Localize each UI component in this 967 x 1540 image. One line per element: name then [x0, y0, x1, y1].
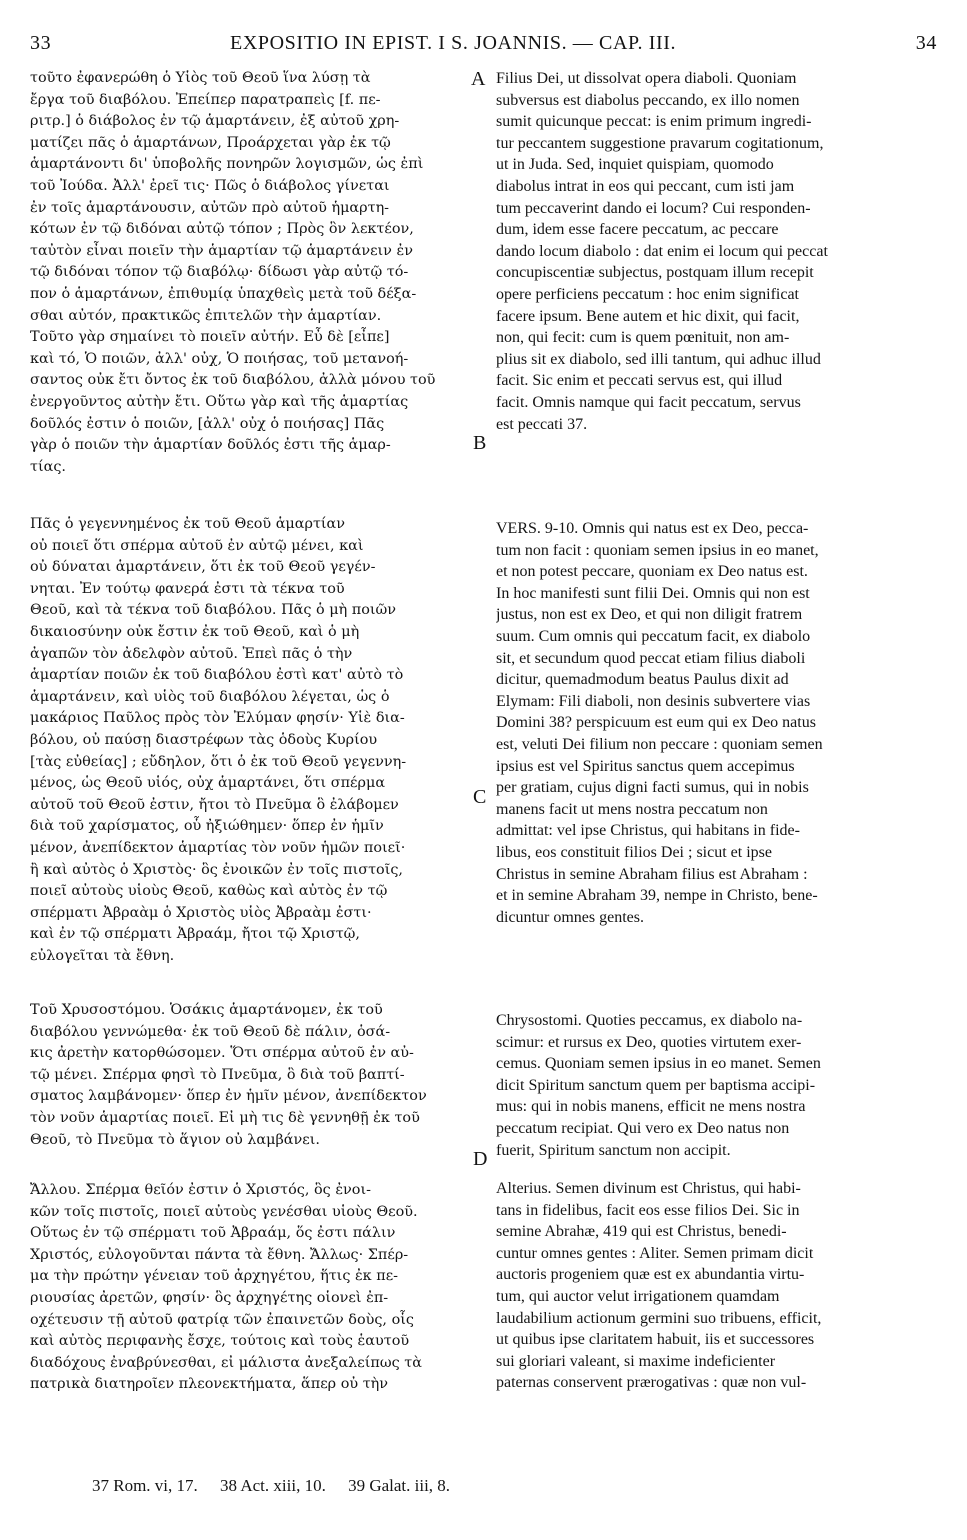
text-line: οὐ δύναται ἁμαρτάνειν, ὅτι ἐκ τοῦ Θεοῦ γεγέν-	[30, 559, 376, 576]
greek-paragraph-2	[30, 514, 466, 967]
text-line: ἁμαρτάνοντι δι' ὑποβολῆς πονηρῶν λογισμῶν, ὡς ἐπὶ	[30, 156, 424, 173]
footnote-38: 38 Act. xiii, 10.	[220, 1476, 326, 1495]
text-line: μένον, ἀνεπίδεκτον ἁμαρτίας τὸν νοῦν ἡμῶν ποιεῖ·	[30, 839, 406, 856]
text-line: facit. Sic enim et peccati servus est, qui illud	[496, 372, 783, 390]
text-line: facit. Omnis namque qui facit peccatum, servus	[496, 393, 801, 411]
text-line: mus: qui in nobis manens, efficit ne mens nostra	[496, 1098, 806, 1116]
footnote-37: 37 Rom. vi, 17.	[92, 1476, 198, 1495]
text-line: plius sit ex diabolo, sed illi tantum, qui adhuc illud	[496, 350, 821, 368]
text-line: concupiscentiæ subjectus, postquam illum recepit	[496, 264, 814, 282]
latin-paragraph-3	[496, 1010, 936, 1161]
text-line: tum non facit : quoniam semen ipsius in eo manet,	[496, 541, 819, 559]
text-line: sumit quicunque peccat: is enim primum ingredi-	[496, 113, 812, 131]
text-line: laudabilium actionum germini suo tribuens, efficit,	[496, 1309, 822, 1327]
margin-marker-b: B	[473, 432, 487, 454]
text-line: Filius Dei, ut dissolvat opera diaboli. Quoniam	[496, 70, 797, 87]
text-line: τὸν νοῦν ἁμαρτίας ποιεῖ. Εἰ μὴ τις δὲ γεννηθῇ ἐκ τοῦ	[30, 1109, 420, 1126]
text-line: admittat: vel ipse Christus, qui habitans in fide-	[496, 822, 800, 840]
text-line: est peccati 37.	[496, 415, 588, 433]
page-number-left: 33	[30, 32, 52, 54]
text-line: καὶ ἐν τῷ σπέρματι Ἀβραάμ, ἤτοι τῷ Χριστῷ,	[30, 926, 360, 943]
text-line: justus, non est ex Deo, et qui non diligit fratrem	[496, 606, 803, 624]
text-line: σπέρματι Ἀβραὰμ ὁ Χριστὸς υἱὸς Ἀβραὰμ ἐστι·	[30, 904, 372, 921]
text-line: πατρικὰ διατηροῖεν πλεονεκτήματα, ἅπερ οὐ τὴν	[30, 1376, 389, 1393]
margin-marker-d: D	[473, 1148, 488, 1170]
text-line: Θεοῦ, τὸ Πνεῦμα τὸ ἅγιον οὐ λαμβάνει.	[30, 1131, 320, 1148]
text-line: Alterius. Semen divinum est Christus, qui habi-	[496, 1180, 801, 1197]
text-line: Τοῦ Χρυσοστόμου. Ὁσάκις ἁμαρτάνομεν, ἐκ τοῦ	[30, 1002, 383, 1018]
text-line: πον ὁ ἁμαρτάνων, ἐπιθυμίᾳ ὑπαχθεὶς μετὰ τοῦ δέξα-	[30, 285, 417, 302]
text-line: τοῦ Ἰούδα. Ἀλλ' ἐρεῖ τις· Πῶς ὁ διάβολος γίνεται	[30, 177, 390, 194]
text-line: δοῦλός ἐστιν ὁ ποιῶν, [ἀλλ' οὐχ ὁ ποιήσας] Πᾶς	[30, 415, 385, 432]
text-line: μένος, ὡς Θεοῦ υἱός, οὐχ ἁμαρτάνει, ὅτι σπέρμα	[30, 775, 386, 792]
text-line: ἁμαρτίαν ποιῶν ἐκ τοῦ διαβόλου ἐστὶ κατ' αὐτὸ τὸ	[30, 667, 404, 684]
latin-paragraph-4	[496, 1178, 936, 1394]
text-line: ποιεῖ αὐτοὺς υἱοὺς Θεοῦ, καθὼς καὶ αὐτὸς ἐν τῷ	[30, 883, 388, 900]
text-line: βόλου, οὐ παύσῃ διαστρέφων τὰς ὁδοὺς Κυρίου	[30, 731, 378, 748]
latin-paragraph-2	[496, 518, 936, 928]
latin-paragraph-1	[496, 68, 936, 435]
text-line: σθαι αὐτόν, πρακτικῶς ἐπιτελῶν τὴν ἁμαρτίαν.	[30, 307, 382, 324]
text-line: fuerit, Spiritum sanctum non accipit.	[496, 1141, 731, 1159]
text-line: σαντος οὐκ ἔτι ὄντος ἐκ τοῦ διαβόλου, ἀλλὰ μόνου τοῦ	[30, 372, 436, 389]
text-line: tur peccantem suggestione pravarum cogitationum,	[496, 134, 824, 152]
text-line: subversus est diabolus peccando, ex illo nomen	[496, 91, 800, 109]
text-line: diabolus intrat in eos qui peccant, cum isti jam	[496, 177, 795, 195]
text-line: tum, qui auctor velut irrigationem quamdam	[496, 1287, 780, 1305]
text-line: tum peccaverint dando ei locum? Cui responden-	[496, 199, 811, 217]
text-line: dicit Spiritum sanctum quem per baptisma accipi-	[496, 1076, 816, 1094]
greek-paragraph-1	[30, 68, 466, 478]
text-line: ἐν τοῖς ἁμαρτάνουσιν, αὐτῶν πρὸ αὐτοῦ ἡμαρτη-	[30, 199, 390, 216]
text-line: et in semine Abraham 39, nempe in Christo, bene-	[496, 887, 818, 905]
text-line: dicuntur omnes gentes.	[496, 908, 644, 926]
text-line: et non potest peccare, quoniam ex Deo natus est.	[496, 563, 808, 581]
text-line: Ἄλλου. Σπέρμα θεῖόν ἐστιν ὁ Χριστός, ὃς ἐνοι-	[30, 1182, 371, 1198]
footnotes	[92, 1476, 468, 1496]
text-line: μακάριος Παῦλος πρὸς τὸν Ἐλύμαν φησίν· Υἱὲ δια-	[30, 710, 405, 727]
text-line: ἔργα τοῦ διαβόλου. Ἐπείπερ παρατραπεὶς [f. πε-	[30, 91, 381, 108]
text-line: dum, idem esse facere peccatum, ac peccare	[496, 221, 779, 239]
text-line: νηται. Ἐν τούτῳ φανερά ἐστι τὰ τέκνα τοῦ	[30, 580, 345, 597]
text-line: τῷ διδόναι τόπον τῷ διαβόλῳ· δίδωσι γὰρ αὐτῷ τό-	[30, 264, 409, 281]
text-line: τίας.	[30, 458, 66, 475]
text-line: Domini 38? perspicuum est eum qui ex Deo natus	[496, 714, 816, 732]
text-line: dando locum diabolo : dat enim ei locum qui peccat	[496, 242, 828, 260]
greek-paragraph-4	[30, 1180, 466, 1396]
text-line: οχέτευσιν τῇ αὐτοῦ φατρίᾳ τῶν ἐπαινετῶν δοὺς, οἷς	[30, 1311, 414, 1328]
text-line: διὰ τοῦ χαρίσματος, οὗ ἠξιώθημεν· ὅπερ ἐν ἡμῖν	[30, 818, 384, 835]
text-line: ἐνεργοῦντος αὐτὴν ἔτι. Οὕτω γὰρ καὶ τῆς ἁμαρτίας	[30, 393, 409, 410]
text-line: Christus in semine Abraham filius est Abraham :	[496, 865, 808, 883]
text-line: ut in Juda. Sed, inquiet quispiam, quomodo	[496, 156, 774, 174]
text-line: ματίζει πᾶς ὁ ἁμαρτάνων, Προάρχεται γὰρ ἐκ τῷ	[30, 134, 391, 151]
text-line: cemus. Quoniam semen ipsius in eo manet. Semen	[496, 1055, 821, 1073]
text-line: αὐτοῦ τοῦ Θεοῦ ἐστιν, ἤτοι τὸ Πνεῦμα ὃ ἐλάβομεν	[30, 796, 399, 813]
text-line: κῶν τοῖς πιστοῖς, ποιεῖ αὐτοὺς γενέσθαι υἱοὺς Θεοῦ.	[30, 1203, 418, 1220]
text-line: καὶ αὐτὸς περιφανὴς ἔσχε, τούτοις καὶ τοὺς ἑαυτοῦ	[30, 1333, 410, 1350]
text-line: auctoris progeniem quæ est ex abundantia virtu-	[496, 1266, 805, 1284]
greek-paragraph-3	[30, 1000, 466, 1151]
text-line: [τὰς εὐθείας] ; εὔδηλον, ὅτι ὁ ἐκ τοῦ Θεοῦ γεγεννη-	[30, 753, 407, 770]
page-title: EXPOSITIO IN EPIST. I S. JOANNIS. — CAP. III.	[230, 32, 677, 54]
text-line: ριτρ.] ὁ διάβολος ἐν τῷ ἁμαρτάνειν, ἐξ αὐτοῦ χρη-	[30, 113, 400, 130]
text-line: Chrysostomi. Quoties peccamus, ex diabolo na-	[496, 1012, 803, 1029]
text-line: paternas conservent prærogativas : quæ non vul-	[496, 1374, 807, 1392]
text-line: διαβόλου γεννώμεθα· ἐκ τοῦ Θεοῦ δὲ πάλιν, ὁσά-	[30, 1023, 391, 1040]
text-line: In hoc manifesti sunt filii Dei. Omnis qui non est	[496, 584, 810, 602]
page-number-right: 34	[915, 32, 937, 54]
text-line: τῷ μένει. Σπέρμα φησὶ τὸ Πνεῦμα, ὃ διὰ τοῦ βαπτί-	[30, 1066, 405, 1083]
text-line: εὐλογεῖται τὰ ἔθνη.	[30, 947, 175, 964]
text-line: ταὐτὸν εἶναι ποιεῖν τὴν ἁμαρτίαν τῷ ἁμαρτάνειν ἐν	[30, 242, 413, 259]
text-line: est, veluti Dei filium non peccare : quoniam semen	[496, 735, 823, 753]
running-head	[30, 32, 937, 58]
text-line: tans in fidelibus, facit eos esse filios Dei. Sic in	[496, 1201, 800, 1219]
text-line: κις ἀρετὴν κατορθώσομεν. Ὅτι σπέρμα αὐτοῦ ἐν αὐ-	[30, 1045, 414, 1062]
text-line: ipsius est vel Spiritus sanctus quem accepimus	[496, 757, 795, 775]
text-line: non, qui fecit: cum is quem pœnituit, non am-	[496, 329, 790, 347]
text-line: per gratiam, cujus digni facti sumus, qui in nobis	[496, 779, 809, 797]
text-line: σματος λαμβάνομεν· ὅπερ ἐν ἡμῖν μένον, ἀνεπίδεκτον	[30, 1088, 427, 1105]
text-line: Οὕτως ἐν τῷ σπέρματι τοῦ Ἀβραάμ, ὅς ἐστι πάλιν	[30, 1225, 396, 1242]
text-line: suum. Cum omnis qui peccatum facit, ex diabolo	[496, 627, 811, 645]
text-line: Τοῦτο γὰρ σημαίνει τὸ ποιεῖν αὐτήν. Εὖ δὲ [εἶπε]	[30, 329, 390, 346]
text-line: sui gloriari valeant, si maxime indeficienter	[496, 1352, 776, 1370]
text-line: Elymam: Fili diaboli, non desinis subvertere vias	[496, 692, 811, 710]
footnote-39: 39 Galat. iii, 8.	[348, 1476, 451, 1495]
text-line: Χριστός, εὐλογοῦνται πάντα τὰ ἔθνη. Ἄλλως· Σπέρ-	[30, 1246, 409, 1263]
text-line: dicitur, quemadmodum beatus Paulus dixit ad	[496, 671, 789, 689]
text-line: κότων ἐν τῷ διδόναι αὐτῷ τόπον ; Πρὸς ὃν λεκτέον,	[30, 221, 414, 238]
text-line: ἢ καὶ αὐτὸς ὁ Χριστὸς· ὃς ἐνοικῶν ἐν τοῖς πιστοῖς,	[30, 861, 403, 878]
text-line: ut quibus ipse claritatem habuit, iis et successores	[496, 1331, 815, 1349]
text-line: scimur: et rursus ex Deo, quoties virtutem exer-	[496, 1033, 802, 1051]
text-line: μα τὴν πρώτην γένειαν τοῦ ἀρχηγέτου, ἥτις ἐκ πε-	[30, 1268, 399, 1285]
text-line: facere ipsum. Bene autem et hic dixit, qui facit,	[496, 307, 800, 325]
text-line: ἁμαρτάνειν, καὶ υἱὸς τοῦ διαβόλου λέγεται, ὡς ὁ	[30, 688, 390, 705]
text-line: ἀγαπῶν τὸν ἀδελφὸν αὐτοῦ. Ἐπεὶ πᾶς ὁ τὴν	[30, 645, 353, 662]
text-line: οὐ ποιεῖ ὅτι σπέρμα αὐτοῦ ἐν αὐτῷ μένει, καὶ	[30, 537, 364, 554]
text-line: manens facit ut mens nostra peccatum non	[496, 800, 768, 818]
text-line: sit, et secundum quod peccat etiam filius diaboli	[496, 649, 806, 667]
margin-marker-c: C	[473, 786, 487, 808]
text-line: δικαιοσύνην οὐκ ἔστιν ἐκ τοῦ Θεοῦ, καὶ ὁ μὴ	[30, 623, 360, 640]
text-line: τοῦτο ἐφανερώθη ὁ Υἱὸς τοῦ Θεοῦ ἵνα λύσῃ τὰ	[30, 70, 371, 86]
text-line: cuntur omnes gentes : Aliter. Semen primam dicit	[496, 1244, 814, 1262]
text-line: καὶ τό, Ὁ ποιῶν, ἀλλ' οὐχ, Ὁ ποιήσας, τοῦ μετανοή-	[30, 350, 409, 367]
text-line: Πᾶς ὁ γεγεννημένος ἐκ τοῦ Θεοῦ ἁμαρτίαν	[30, 516, 346, 532]
text-line: Θεοῦ, καὶ τὰ τέκνα τοῦ διαβόλου. Πᾶς ὁ μὴ ποιῶν	[30, 602, 397, 619]
text-line: opere perficiens peccatum : hoc enim significat	[496, 285, 799, 303]
text-line: διαδόχους ἐναβρύνεσθαι, εἰ μάλιστα ἀνεξαλείπως τὰ	[30, 1354, 422, 1371]
text-line: ριουσίας ἀρετῶν, φησίν· ὃς ἀρχηγέτης οἱονεὶ ἐπ-	[30, 1289, 389, 1306]
text-line: VERS. 9-10. Omnis qui natus est ex Deo, pecca-	[496, 520, 809, 537]
margin-marker-a: A	[471, 68, 486, 90]
text-line: libus, eos constituit filios Dei ; sicut et ipse	[496, 843, 772, 861]
text-line: semine Abrahæ, 419 qui est Christus, benedi-	[496, 1223, 787, 1241]
text-line: peccatum recipiat. Qui vero ex Deo natus non	[496, 1119, 790, 1137]
text-line: γὰρ ὁ ποιῶν τὴν ἁμαρτίαν δοῦλός ἐστι τῆς ἁμαρ-	[30, 437, 391, 454]
